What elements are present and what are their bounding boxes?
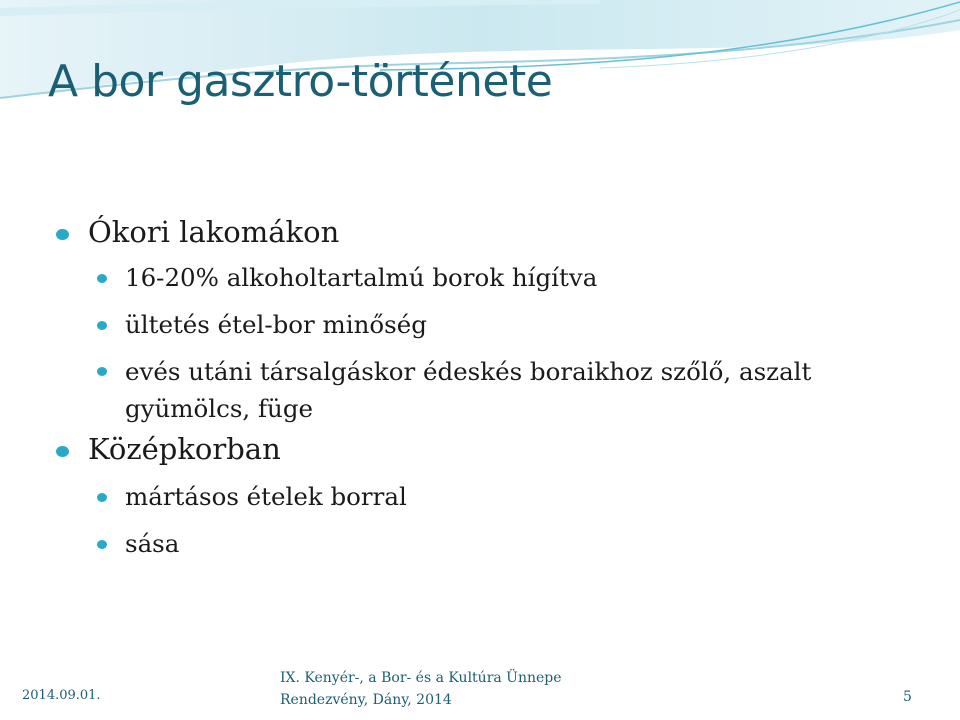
sub-bullet (56, 353, 936, 427)
footer-event (280, 667, 562, 711)
bullet-dot-icon (97, 493, 107, 502)
bullet-text: Ókori lakomákon (88, 215, 340, 249)
bullet-dot-icon (97, 274, 107, 283)
footer-event-line1: IX. Kenyér-, a Bor- és a Kultúra Ünnepe (280, 670, 562, 686)
sub-bullet-text: mártásos ételek borral (125, 482, 407, 511)
bullet-level1 (56, 214, 936, 250)
footer-date: 2014.09.01. (22, 688, 101, 703)
sub-bullet (56, 260, 936, 295)
sub-bullet (56, 307, 936, 342)
bullet-dot-icon (97, 540, 107, 549)
bullet-text: Középkorban (88, 432, 281, 466)
sub-bullet (56, 526, 936, 561)
bullet-dot-icon (56, 229, 69, 240)
sub-bullet-text: evés utáni társalgáskor édeskés boraikhoz szőlő, aszalt gyümölcs, füge (125, 357, 812, 423)
sub-bullet-text: sása (125, 529, 180, 558)
bullet-level1 (56, 431, 936, 467)
bullet-dot-icon (97, 367, 107, 376)
bullet-list (56, 208, 936, 561)
slide-title: A bor gasztro-története (48, 56, 553, 107)
sub-bullet-text: ültetés étel-bor minőség (125, 310, 427, 339)
sub-bullet-text: 16-20% alkoholtartalmú borok hígítva (125, 263, 598, 292)
page-number: 5 (903, 689, 912, 705)
sub-bullet (56, 479, 936, 514)
bullet-dot-icon (56, 446, 69, 457)
footer-event-line2: Rendezvény, Dány, 2014 (280, 692, 452, 708)
bullet-dot-icon (97, 321, 107, 330)
